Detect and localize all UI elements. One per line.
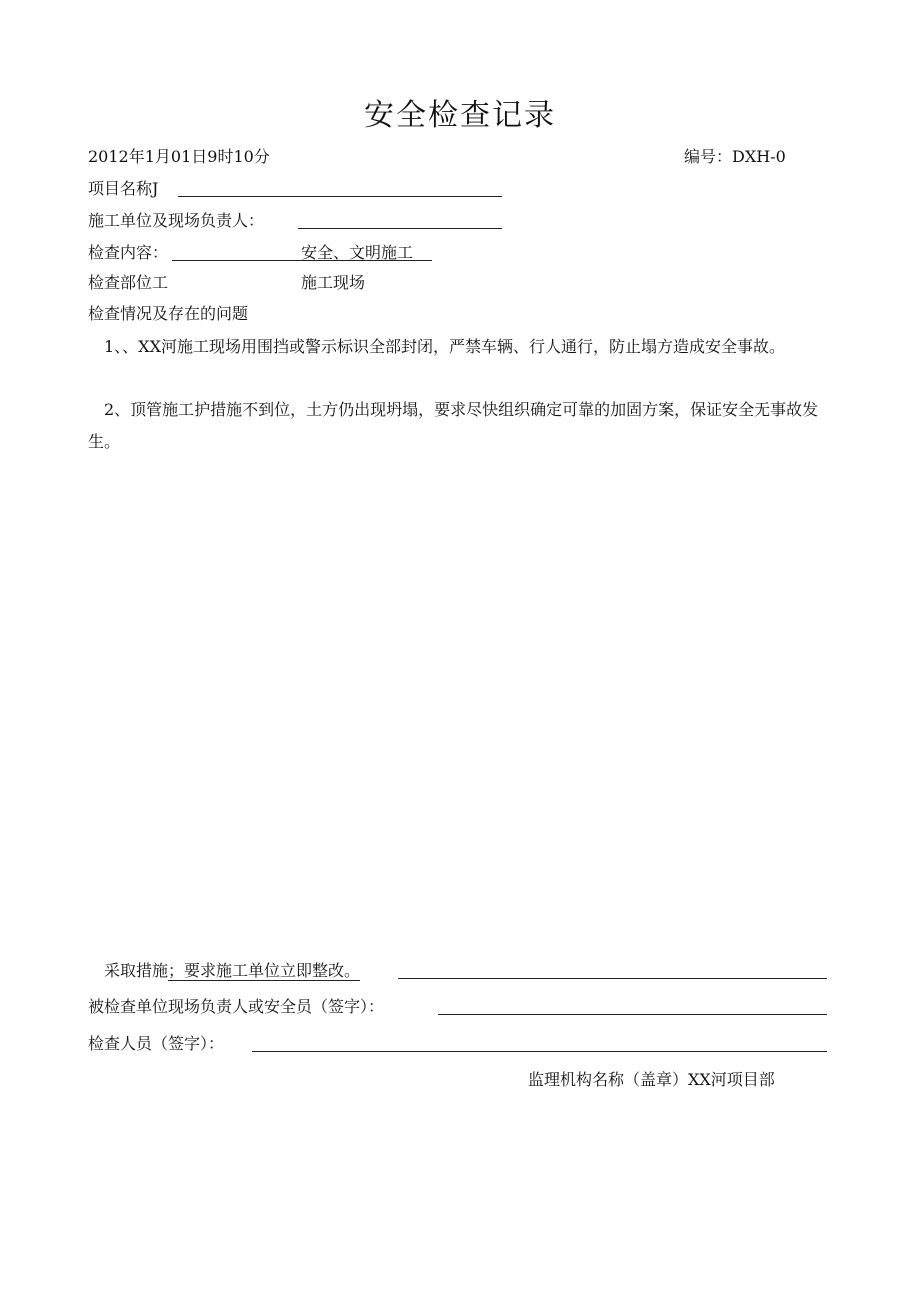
contractor-blank <box>298 228 502 229</box>
project-name-blank <box>178 196 502 197</box>
record-number: 编号：DXH-0 <box>684 147 786 166</box>
inspector-blank <box>252 1051 827 1052</box>
document-title: 安全检查记录 <box>364 98 556 133</box>
measures <box>104 960 360 982</box>
measures-label: 采取措施 <box>104 961 169 980</box>
measures-blank <box>398 978 827 979</box>
supervisor-name: 监理机构名称（盖章）XX河项目部 <box>528 1070 775 1089</box>
project-name-label: 项目名称J <box>88 179 159 198</box>
contractor-label: 施工单位及现场负责人： <box>88 211 265 230</box>
issue-item-2: 2、顶管施工护措施不到位，土方仍出现坍塌，要求尽快组织确定可靠的加固方案，保证安全无事故发生。 <box>88 400 819 451</box>
measures-value: ；要求施工单位立即整改。 <box>168 961 361 980</box>
content-label: 检查内容： <box>88 243 169 262</box>
inspected-signer-label: 被检查单位现场负责人或安全员（签字）： <box>88 997 385 1016</box>
inspection-date: 2012年1月01日9时10分 <box>88 147 270 166</box>
location-label: 检查部位工 <box>88 273 169 292</box>
inspected-signer-blank <box>438 1014 827 1015</box>
location-value: 施工现场 <box>301 273 366 292</box>
issue-item-1: 1、、XX河施工现场用围挡或警示标识全部封闭，严禁车辆、行人通行，防止塌方造成安全事故。 <box>104 337 785 356</box>
issues-label: 检查情况及存在的问题 <box>88 304 249 323</box>
inspector-label: 检查人员（签字）： <box>88 1034 225 1053</box>
content-value: 安全、文明施工 <box>301 243 414 262</box>
